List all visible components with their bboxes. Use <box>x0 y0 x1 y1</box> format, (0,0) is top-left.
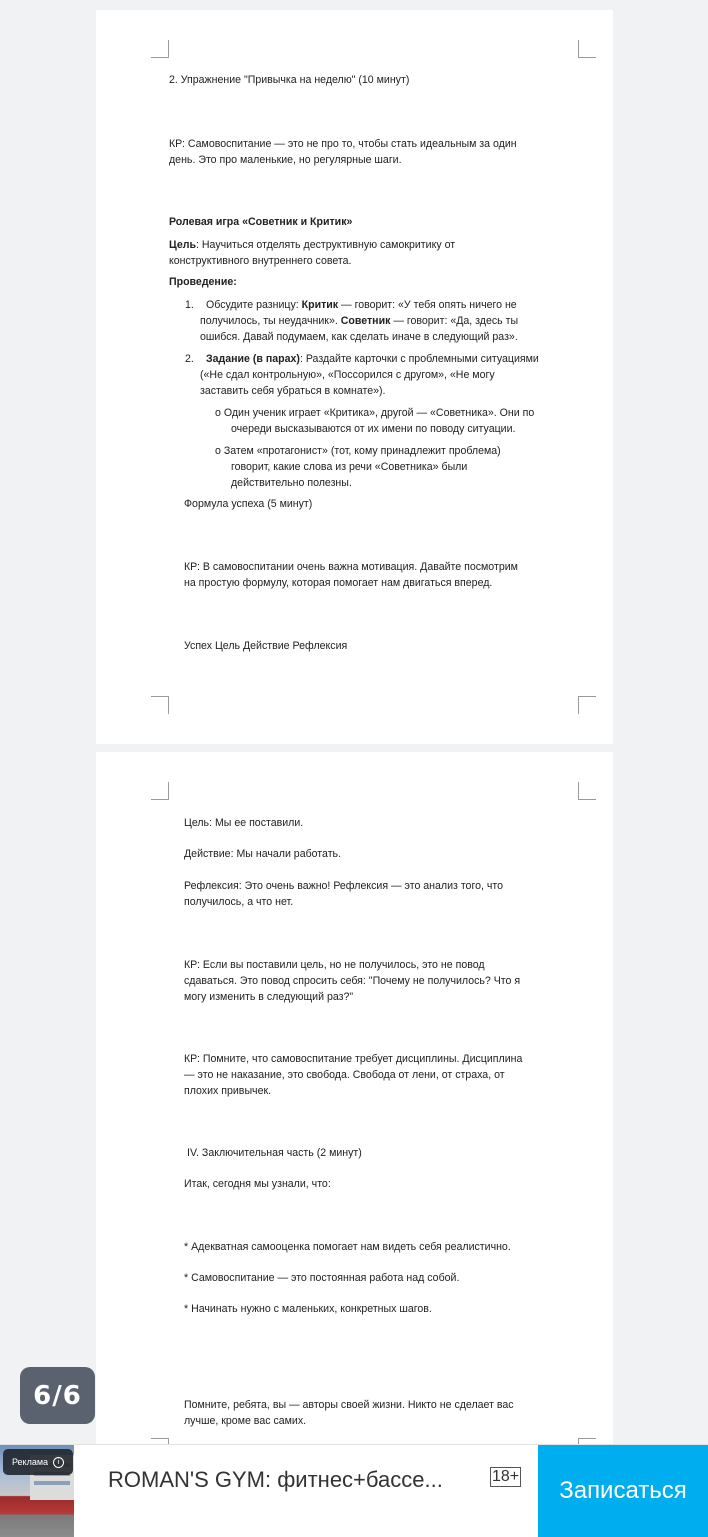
page-corner-mark <box>578 696 596 714</box>
age-rating-badge: 18+ <box>492 1468 520 1485</box>
kr-paragraph-line: могу изменить в следующий раз?" <box>184 991 354 1003</box>
sub-list-item-line: очереди высказываются от их имени по поводу ситуации. <box>231 423 516 435</box>
list-item-line: заставить себя убраться в комнате»). <box>200 385 386 397</box>
ad-title[interactable]: ROMAN'S GYM: фитнес+бассе... <box>108 1467 443 1492</box>
reflection-line: получилось, а что нет. <box>184 896 294 908</box>
list-item-number: 2. <box>185 353 194 365</box>
kr-paragraph-line: день. Это про маленькие, но регулярные шаги. <box>169 154 402 166</box>
page-counter-badge: 6/6 <box>20 1367 95 1424</box>
kr-paragraph-line: КР: Если вы поставили цель, но не получилось, это не повод <box>184 959 485 971</box>
goal-line: конструктивного внутреннего совета. <box>169 255 352 267</box>
kr-paragraph-line: сдаваться. Это повод спросить себя: "Почему не получилось? Что я <box>184 975 521 987</box>
summary-bullet: * Самовоспитание — это постоянная работа над собой. <box>184 1272 460 1284</box>
goal-label: Цель <box>169 239 197 251</box>
summary-bullet: * Адекватная самооценка помогает нам видеть себя реалистично. <box>184 1241 511 1253</box>
list-item-line: ошибся. Давай подумаем, как сделать иначе в следующий раз». <box>200 331 518 343</box>
list-item-line: Задание (в парах): Раздайте карточки с проблемными ситуациями <box>206 353 539 365</box>
formula-text: Успех Цель Действие Рефлексия <box>184 640 348 652</box>
document-page-1 <box>96 10 613 744</box>
goal-line: Цель: Научиться отделять деструктивную самокритику от <box>169 239 456 251</box>
sub-list-item-line: действительно полезны. <box>231 477 352 489</box>
ad-banner[interactable] <box>0 1444 708 1537</box>
ad-label-badge[interactable]: Реклама i <box>3 1449 73 1475</box>
procedure-label: Проведение: <box>169 276 237 288</box>
summary-bullet: * Начинать нужно с маленьких, конкретных шагов. <box>184 1303 432 1315</box>
final-section-title: IV. Заключительная часть (2 минут) <box>187 1147 362 1159</box>
document-page-2 <box>96 752 613 1472</box>
page-corner-mark <box>151 40 169 58</box>
kr-paragraph-line: КР: Помните, что самовоспитание требует дисциплины. Дисциплина <box>184 1053 523 1065</box>
closing-line: лучше, кроме вас самих. <box>184 1415 307 1427</box>
list-item-line: получилось, ты неудачник». Советник — говорит: «Да, здесь ты <box>200 315 519 327</box>
reflection-line: Рефлексия: Это очень важно! Рефлексия — это анализ того, что <box>184 880 504 892</box>
page-corner-mark <box>151 782 169 800</box>
kr-paragraph-line: КР: В самовоспитании очень важна мотивация. Давайте посмотрим <box>184 561 518 573</box>
ad-image[interactable] <box>0 1445 74 1537</box>
list-item-line: Обсудите разницу: Критик — говорит: «У тебя опять ничего не <box>206 299 517 311</box>
summary-intro: Итак, сегодня мы узнали, что: <box>184 1178 331 1190</box>
roleplay-title: Ролевая игра «Советник и Критик» <box>169 216 353 228</box>
list-item-number: 1. <box>185 299 194 311</box>
sub-list-item-line: o Затем «протагонист» (тот, кому принадлежит проблема) <box>215 445 501 457</box>
list-item-line: («Не сдал контрольную», «Поссорился с другом», «Не могу <box>200 369 495 381</box>
sub-list-item-line: говорит, какие слова из речи «Советника» были <box>231 461 468 473</box>
page-corner-mark <box>578 40 596 58</box>
kr-paragraph-line: КР: Самовоспитание — это не про то, чтобы стать идеальным за один <box>169 138 517 150</box>
sub-list-item-line: o Один ученик играет «Критика», другой — «Советника». Они по <box>215 407 535 419</box>
exercise-title: 2. Упражнение "Привычка на неделю" (10 минут) <box>169 74 410 86</box>
closing-line: Помните, ребята, вы — авторы своей жизни. Никто не сделает вас <box>184 1399 514 1411</box>
formula-title: Формула успеха (5 минут) <box>184 498 313 510</box>
page-corner-mark <box>151 696 169 714</box>
kr-paragraph-line: плохих привычек. <box>184 1085 272 1097</box>
kr-paragraph-line: — это не наказание, это свобода. Свобода от лени, от страха, от <box>184 1069 505 1081</box>
goal-text: Цель: Мы ее поставили. <box>184 817 304 829</box>
action-text: Действие: Мы начали работать. <box>184 848 342 860</box>
info-icon[interactable]: i <box>53 1457 64 1468</box>
kr-paragraph-line: на простую формулу, которая помогает нам двигаться вперед. <box>184 577 493 589</box>
page-corner-mark <box>578 782 596 800</box>
signup-button[interactable]: Записаться <box>538 1445 708 1537</box>
